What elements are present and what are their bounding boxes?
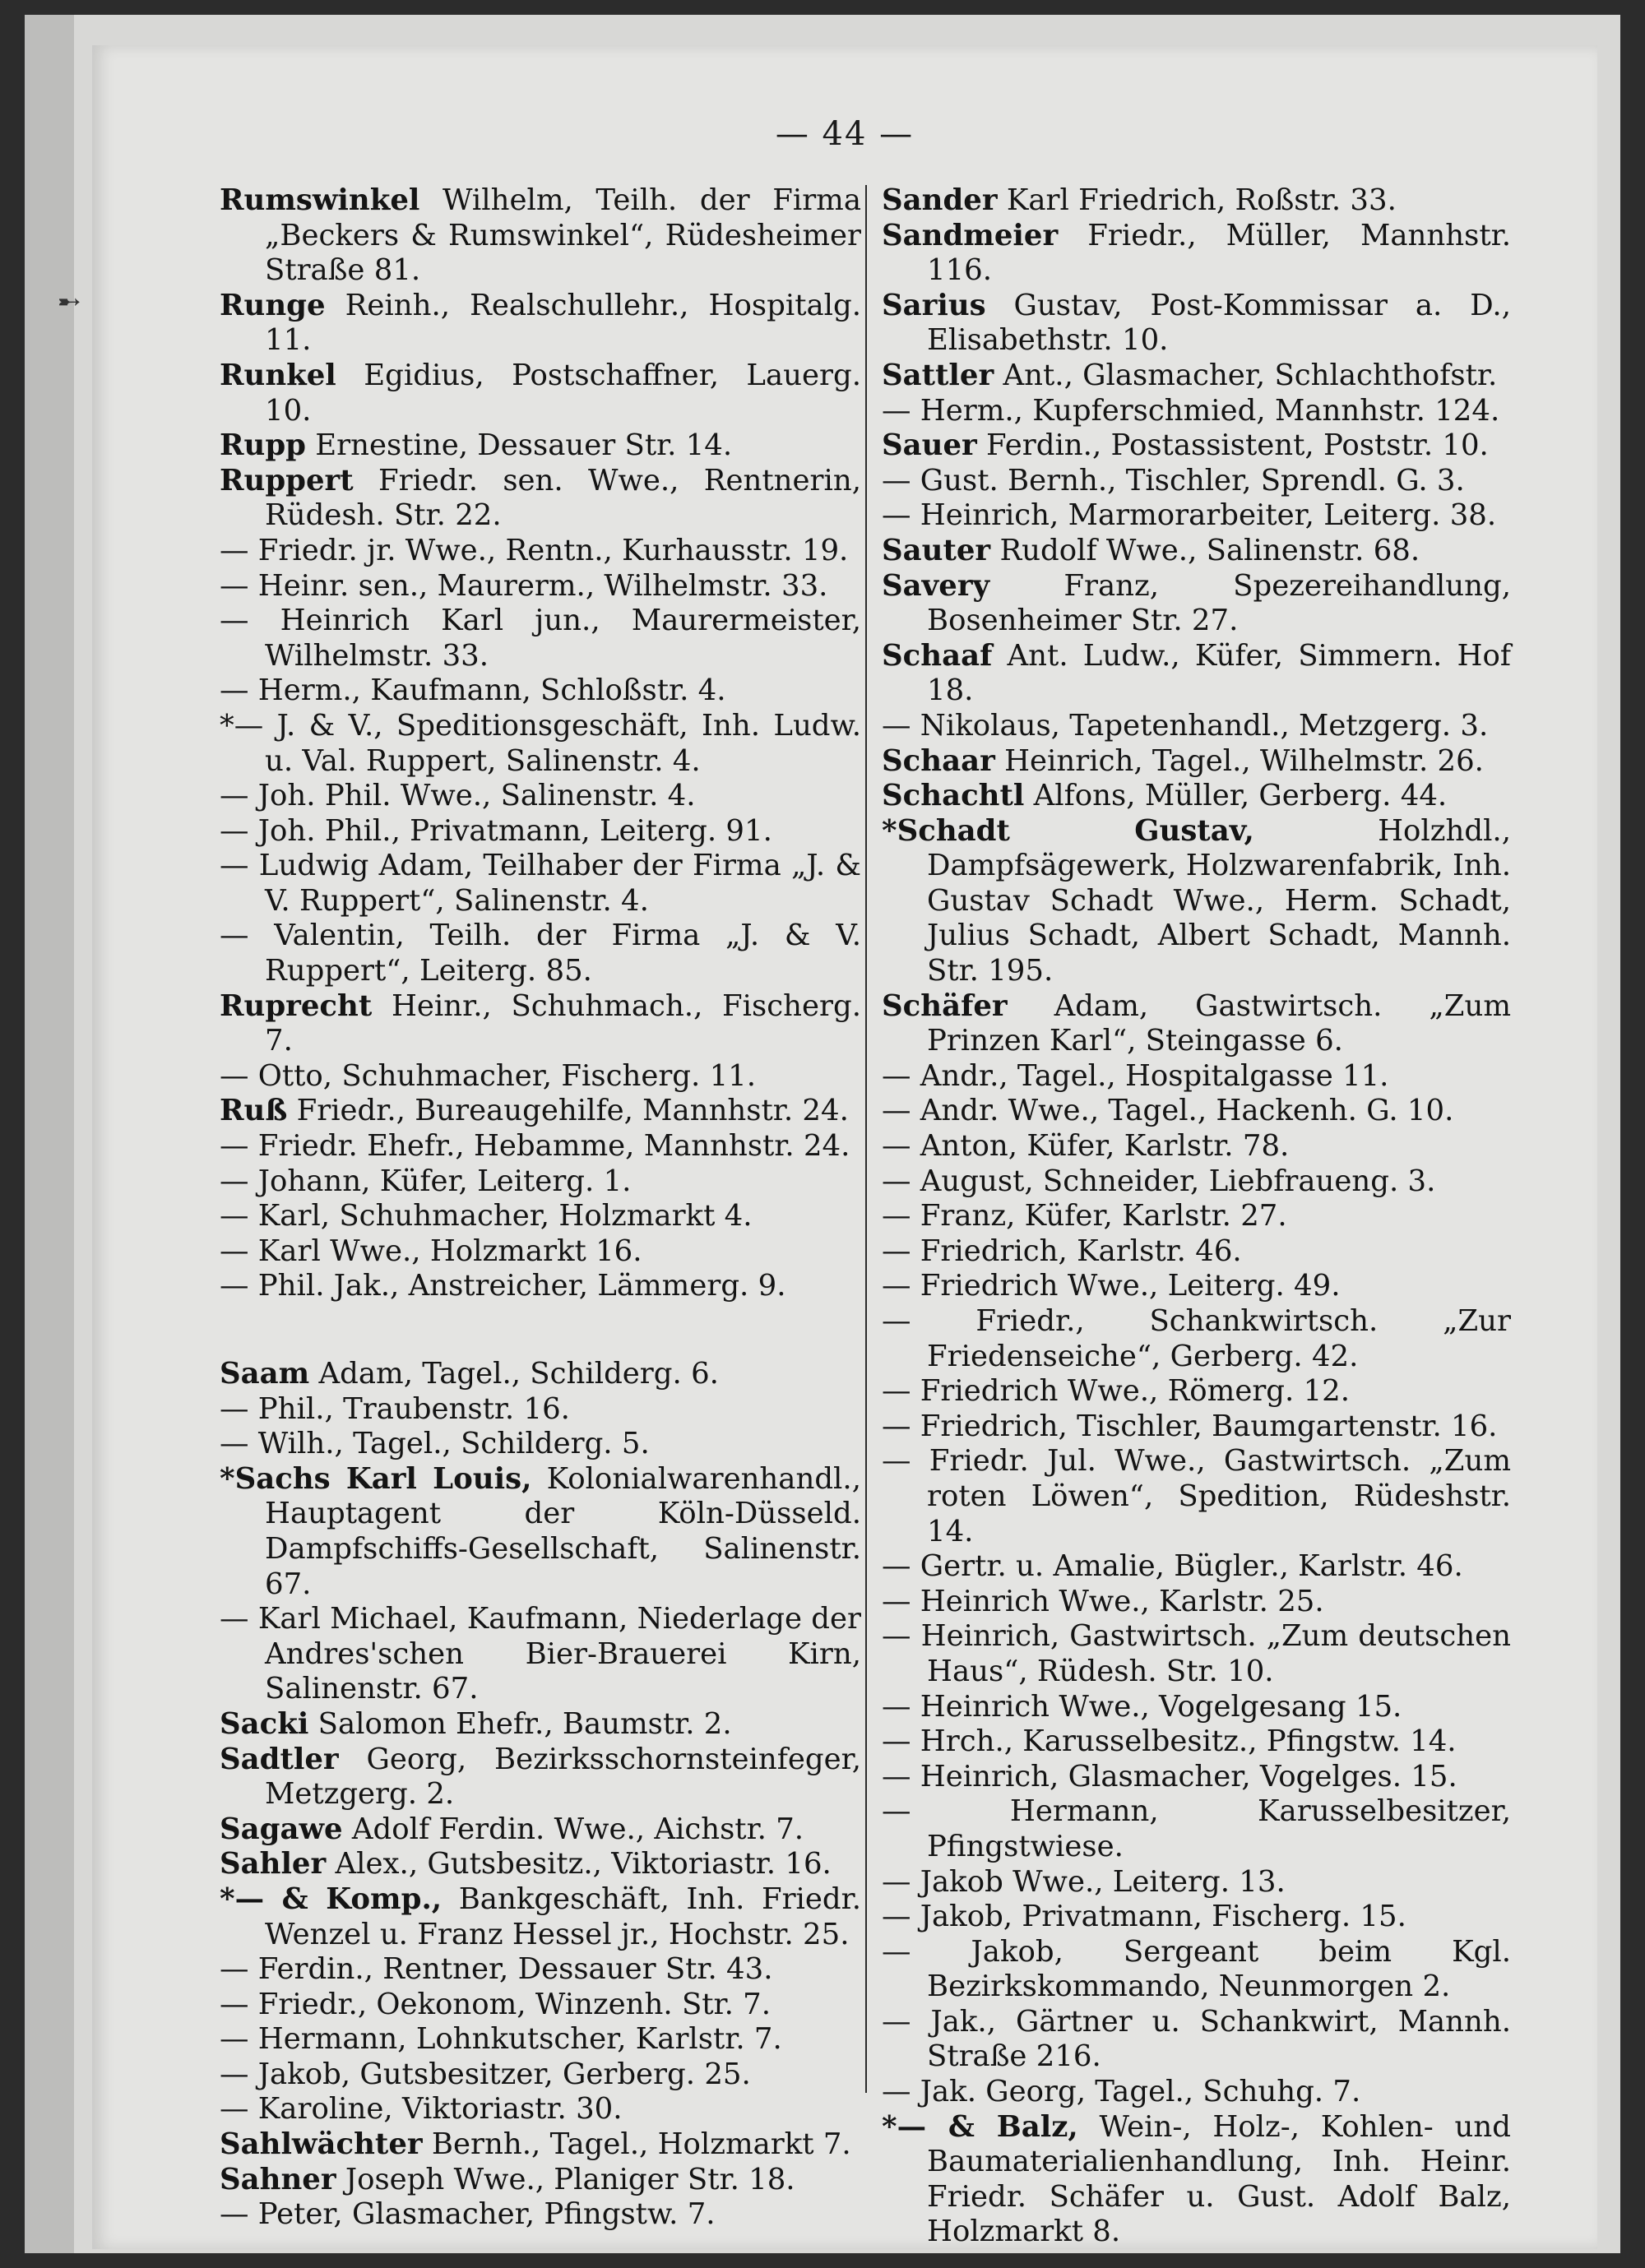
directory-entry bbox=[882, 1094, 1511, 1129]
entry-details: Gustav, Post-Kommissar a. D., Elisabethstr. 10. bbox=[927, 288, 1511, 358]
entry-surname: *— & Balz, bbox=[882, 2109, 1078, 2144]
entry-details: — Herm., Kupferschmied, Mannhstr. 124. bbox=[882, 393, 1500, 428]
directory-entry bbox=[220, 183, 861, 289]
entry-surname: Sandmeier bbox=[882, 218, 1059, 252]
entry-details: — Heinr. sen., Maurerm., Wilhelmstr. 33. bbox=[220, 568, 828, 603]
entry-details: — Friedr. jr. Wwe., Rentn., Kurhausstr. 19. bbox=[220, 533, 849, 567]
entry-details: — Wilh., Tagel., Schilderg. 5. bbox=[220, 1427, 650, 1461]
entry-details: Bankgeschäft, Inh. Friedr. Wenzel u. Franz Hessel jr., Hochstr. 25. bbox=[265, 1882, 861, 1951]
entry-surname: Sahner bbox=[220, 2162, 336, 2196]
entry-details: — Jakob, Gutsbesitzer, Gerberg. 25. bbox=[220, 2057, 751, 2091]
entry-details: — Andr. Wwe., Tagel., Hackenh. G. 10. bbox=[882, 1094, 1454, 1128]
entry-details: *— J. & V., Speditionsgeschäft, Inh. Ludw. u. Val. Ruppert, Salinenstr. 4. bbox=[220, 708, 861, 778]
entry-details: Adolf Ferdin. Wwe., Aichstr. 7. bbox=[351, 1812, 804, 1846]
directory-entry bbox=[220, 359, 861, 428]
directory-entry bbox=[882, 1760, 1511, 1795]
directory-entry bbox=[220, 428, 861, 464]
entry-details: — Friedr. Ehefr., Hebamme, Mannhstr. 24. bbox=[220, 1129, 850, 1164]
directory-entry bbox=[882, 498, 1511, 534]
entry-surname: Sahler bbox=[220, 1847, 327, 1882]
entry-details: — Friedr. Jul. Wwe., Gastwirtsch. „Zum roten Löwen“, Spedition, Rüdeshstr. 14. bbox=[882, 1444, 1511, 1548]
entry-details: — Herm., Kaufmann, Schloßstr. 4. bbox=[220, 673, 726, 708]
entry-details: Adam, Gastwirtsch. „Zum Prinzen Karl“, Steingasse 6. bbox=[927, 988, 1511, 1058]
directory-entry bbox=[882, 428, 1511, 464]
entry-details: Heinrich, Tagel., Wilhelmstr. 26. bbox=[1004, 743, 1484, 778]
entry-details: Alex., Gutsbesitz., Viktoriastr. 16. bbox=[335, 1847, 832, 1882]
directory-entry bbox=[220, 1427, 861, 1462]
entry-details: — Joh. Phil., Privatmann, Leiterg. 91. bbox=[220, 813, 772, 848]
directory-entry bbox=[882, 1935, 1511, 2005]
directory-entry bbox=[220, 1462, 861, 1602]
directory-entry bbox=[220, 2057, 861, 2093]
directory-entry bbox=[882, 1304, 1511, 1374]
directory-entry bbox=[882, 1865, 1511, 1900]
directory-entry bbox=[882, 1374, 1511, 1409]
directory-entry bbox=[882, 1900, 1511, 1935]
entry-surname: Ruprecht bbox=[220, 988, 373, 1023]
directory-entry bbox=[220, 1199, 861, 1234]
entry-surname: Rumswinkel bbox=[220, 183, 420, 217]
entry-details: — Heinrich Wwe., Karlstr. 25. bbox=[882, 1584, 1324, 1618]
directory-entry bbox=[882, 639, 1511, 709]
entry-details: Friedr., Müller, Mannhstr. 116. bbox=[927, 218, 1511, 288]
entry-details: — Friedrich, Tischler, Baumgartenstr. 16. bbox=[882, 1409, 1498, 1443]
directory-entry bbox=[882, 534, 1511, 569]
entry-details: — Andr., Tagel., Hospitalgasse 11. bbox=[882, 1058, 1389, 1093]
entry-surname: Ruppert bbox=[220, 463, 354, 498]
entry-surname: Schaar bbox=[882, 743, 995, 778]
directory-entry bbox=[882, 1585, 1511, 1620]
entry-surname: Savery bbox=[882, 568, 990, 603]
directory-entry bbox=[882, 569, 1511, 639]
directory-entry bbox=[220, 2127, 861, 2163]
entry-details: — Peter, Glasmacher, Pfingstw. 7. bbox=[220, 2197, 716, 2232]
entry-surname: Sahlwächter bbox=[220, 2127, 423, 2162]
directory-entry bbox=[882, 1619, 1511, 1689]
entry-details: — Heinrich, Glasmacher, Vogelges. 15. bbox=[882, 1759, 1457, 1794]
directory-entry bbox=[882, 779, 1511, 814]
entry-details: Heinr., Schuhmach., Fischerg. 7. bbox=[265, 988, 861, 1058]
entry-details: — Jak., Gärtner u. Schankwirt, Mannh. Straße 216. bbox=[882, 2004, 1511, 2074]
entry-details: — Anton, Küfer, Karlstr. 78. bbox=[882, 1129, 1290, 1164]
entry-details: Wein-, Holz-, Kohlen- und Baumaterialienhandlung, Inh. Heinr. Friedr. Schäfer u. Gust. Adolf Balz, Holzmarkt 8. bbox=[927, 2109, 1511, 2249]
directory-entry bbox=[882, 289, 1511, 359]
directory-entry bbox=[882, 1129, 1511, 1164]
entry-details: — Heinrich, Gastwirtsch. „Zum deutschen Haus“, Rüdesh. Str. 10. bbox=[882, 1619, 1511, 1688]
directory-entry bbox=[220, 604, 861, 673]
entry-details: — Heinrich Wwe., Vogelgesang 15. bbox=[882, 1689, 1402, 1724]
directory-entry bbox=[882, 2005, 1511, 2075]
entry-details: — Karoline, Viktoriastr. 30. bbox=[220, 2092, 623, 2127]
entry-details: — Hrch., Karusselbesitz., Pfingstw. 14. bbox=[882, 1724, 1457, 1759]
entry-details: Wilhelm, Teilh. der Firma „Beckers & Rumswinkel“, Rüdesheimer Straße 81. bbox=[265, 183, 861, 288]
entry-surname: Saam bbox=[220, 1357, 310, 1391]
entry-surname: Sagawe bbox=[220, 1812, 343, 1846]
entry-surname: Schäfer bbox=[882, 988, 1008, 1023]
directory-entry bbox=[220, 2022, 861, 2057]
directory-entry bbox=[220, 1882, 861, 1952]
directory-entry bbox=[220, 1094, 861, 1129]
entry-surname: Runkel bbox=[220, 358, 336, 392]
directory-entry bbox=[220, 1952, 861, 1988]
directory-entry bbox=[220, 1707, 861, 1743]
entry-details: Egidius, Postschaffner, Lauerg. 10. bbox=[265, 358, 861, 428]
directory-entry bbox=[220, 464, 861, 534]
entry-details: Kolonialwarenhandl., Hauptagent der Köln-Düsseld. Dampfschiffs-Gesellschaft, Salinenstr. 67. bbox=[265, 1461, 861, 1601]
entry-details: — Gust. Bernh., Tischler, Sprendl. G. 3. bbox=[882, 463, 1465, 498]
pointer-mark-icon: ➸ bbox=[58, 285, 81, 318]
directory-entry bbox=[220, 289, 861, 359]
entry-details: — Ferdin., Rentner, Dessauer Str. 43. bbox=[220, 1952, 773, 1987]
entry-surname: Runge bbox=[220, 288, 326, 322]
directory-entry bbox=[882, 394, 1511, 429]
directory-entry bbox=[882, 1199, 1511, 1234]
entry-details: — Johann, Küfer, Leiterg. 1. bbox=[220, 1164, 632, 1198]
entry-surname: *Schadt Gustav, bbox=[882, 813, 1254, 848]
entry-details: Joseph Wwe., Planiger Str. 18. bbox=[345, 2162, 795, 2196]
directory-entry bbox=[882, 1164, 1511, 1200]
directory-entry bbox=[220, 849, 861, 919]
directory-entry bbox=[882, 989, 1511, 1059]
entry-details: — Franz, Küfer, Karlstr. 27. bbox=[882, 1199, 1287, 1234]
directory-entry bbox=[220, 2092, 861, 2127]
entry-details: — Jak. Georg, Tagel., Schuhg. 7. bbox=[882, 2075, 1361, 2109]
entry-surname: Sattler bbox=[882, 358, 994, 392]
entry-details: — Friedr., Schankwirtsch. „Zur Friedenseiche“, Gerberg. 42. bbox=[882, 1304, 1511, 1373]
entry-details: Ferdin., Postassistent, Poststr. 10. bbox=[986, 428, 1489, 463]
directory-entry bbox=[882, 1690, 1511, 1725]
directory-entry bbox=[882, 1724, 1511, 1760]
entry-surname: Sauer bbox=[882, 428, 977, 463]
entry-details: — Valentin, Teilh. der Firma „J. & V. Ruppert“, Leiterg. 85. bbox=[220, 919, 861, 988]
entry-details: — Phil., Traubenstr. 16. bbox=[220, 1391, 570, 1426]
entry-details: Friedr., Bureaugehilfe, Mannhstr. 24. bbox=[296, 1094, 849, 1128]
directory-entry bbox=[220, 1847, 861, 1882]
entry-details: — Karl Wwe., Holzmarkt 16. bbox=[220, 1234, 642, 1268]
entry-details: Holzhdl., Dampfsägewerk, Holzwarenfabrik, Inh. Gustav Schadt Wwe., Herm. Schadt, Julius Schadt, Albert Schadt, Mannh. Str. 195. bbox=[927, 813, 1511, 988]
directory-entry bbox=[882, 1234, 1511, 1270]
entry-surname: Sauter bbox=[882, 533, 991, 567]
entry-details: — Heinrich Karl jun., Maurermeister, Wilhelmstr. 33. bbox=[220, 604, 861, 673]
entry-details: Ant. Ludw., Küfer, Simmern. Hof 18. bbox=[927, 638, 1511, 708]
entry-details: — Jakob, Privatmann, Fischerg. 15. bbox=[882, 1900, 1406, 1934]
entry-details: Franz, Spezereihandlung, Bosenheimer Str. 27. bbox=[927, 568, 1511, 638]
directory-entry bbox=[220, 1602, 861, 1707]
directory-entry bbox=[220, 1357, 861, 1392]
entry-surname: Sarius bbox=[882, 288, 986, 322]
directory-entry bbox=[882, 183, 1511, 219]
entry-details: — Nikolaus, Tapetenhandl., Metzgerg. 3. bbox=[882, 708, 1489, 743]
directory-entry bbox=[220, 1269, 861, 1304]
entry-details: Bernh., Tagel., Holzmarkt 7. bbox=[431, 2127, 851, 2162]
directory-entry bbox=[882, 2075, 1511, 2110]
directory-entry bbox=[220, 534, 861, 569]
entry-surname: Schachtl bbox=[882, 779, 1025, 813]
entry-surname: Schaaf bbox=[882, 638, 993, 673]
page bbox=[92, 45, 1597, 2249]
directory-entry bbox=[220, 2197, 861, 2233]
entry-details: Reinh., Realschullehr., Hospitalg. 11. bbox=[265, 288, 861, 358]
directory-entry bbox=[882, 709, 1511, 744]
directory-entry bbox=[220, 814, 861, 849]
directory-entry bbox=[882, 1794, 1511, 1864]
entry-details: — Friedr., Oekonom, Winzenh. Str. 7. bbox=[220, 1987, 772, 2021]
entry-surname: *— & Komp., bbox=[220, 1882, 443, 1916]
entry-details: Alfons, Müller, Gerberg. 44. bbox=[1033, 779, 1448, 813]
entry-details: — Karl Michael, Kaufmann, Niederlage der Andres'schen Bier-Brauerei Kirn, Salinenstr. 67. bbox=[220, 1602, 861, 1706]
directory-entry bbox=[220, 1164, 861, 1200]
entry-details: — Hermann, Karusselbesitzer, Pfingstwiese. bbox=[882, 1794, 1511, 1863]
entry-details: — Phil. Jak., Anstreicher, Lämmerg. 9. bbox=[220, 1269, 786, 1303]
directory-entry bbox=[220, 673, 861, 709]
entry-details: — Gertr. u. Amalie, Bügler., Karlstr. 46. bbox=[882, 1549, 1463, 1584]
entry-details: — Hermann, Lohnkutscher, Karlstr. 7. bbox=[220, 2022, 782, 2057]
entry-surname: Ruß bbox=[220, 1094, 288, 1128]
entry-surname: Sadtler bbox=[220, 1742, 339, 1776]
column-divider bbox=[865, 185, 867, 2093]
entry-details: — Otto, Schuhmacher, Fischerg. 11. bbox=[220, 1058, 757, 1093]
entry-details: — Friedrich Wwe., Römerg. 12. bbox=[882, 1374, 1351, 1409]
directory-entry bbox=[220, 1812, 861, 1848]
entry-details: Ernestine, Dessauer Str. 14. bbox=[315, 428, 733, 463]
entry-details: — August, Schneider, Liebfraueng. 3. bbox=[882, 1164, 1436, 1198]
directory-entry bbox=[882, 1269, 1511, 1304]
entry-details: Karl Friedrich, Roßstr. 33. bbox=[1006, 183, 1397, 217]
directory-entry bbox=[882, 744, 1511, 780]
directory-entry bbox=[882, 359, 1511, 394]
directory-entry bbox=[882, 1549, 1511, 1585]
directory-entry bbox=[882, 814, 1511, 989]
directory-entry bbox=[220, 709, 861, 779]
entry-details: — Jakob Wwe., Leiterg. 13. bbox=[882, 1864, 1286, 1899]
entry-details: — Jakob, Sergeant beim Kgl. Bezirkskommando, Neunmorgen 2. bbox=[882, 1934, 1511, 2004]
entry-surname: Sacki bbox=[220, 1706, 309, 1741]
entry-details: — Friedrich Wwe., Leiterg. 49. bbox=[882, 1269, 1341, 1303]
directory-entry bbox=[220, 569, 861, 604]
right-column bbox=[882, 183, 1511, 2250]
page-number: — 44 — bbox=[775, 115, 915, 153]
entry-surname: Rupp bbox=[220, 428, 306, 463]
entry-details: — Heinrich, Marmorarbeiter, Leiterg. 38. bbox=[882, 498, 1497, 533]
directory-entry bbox=[882, 464, 1511, 499]
directory-entry bbox=[220, 1392, 861, 1428]
directory-entry bbox=[220, 1234, 861, 1270]
entry-surname: Sander bbox=[882, 183, 998, 217]
directory-entry bbox=[220, 919, 861, 988]
directory-entry bbox=[220, 1743, 861, 1812]
entry-details: — Ludwig Adam, Teilhaber der Firma „J. & V. Ruppert“, Salinenstr. 4. bbox=[220, 849, 861, 918]
entry-surname: *Sachs Karl Louis, bbox=[220, 1461, 532, 1496]
entry-details: Adam, Tagel., Schilderg. 6. bbox=[318, 1357, 719, 1391]
directory-entry bbox=[882, 1059, 1511, 1095]
entry-details: Ant., Glasmacher, Schlachthofstr. bbox=[1003, 358, 1498, 392]
directory-entry bbox=[220, 2163, 861, 2198]
directory-entry bbox=[882, 1409, 1511, 1445]
directory-entry bbox=[220, 779, 861, 814]
entry-details: Salomon Ehefr., Baumstr. 2. bbox=[317, 1706, 732, 1741]
entry-details: — Friedrich, Karlstr. 46. bbox=[882, 1234, 1242, 1268]
directory-entry bbox=[220, 1059, 861, 1095]
entry-details: — Joh. Phil. Wwe., Salinenstr. 4. bbox=[220, 779, 696, 813]
left-column bbox=[220, 183, 861, 2233]
entry-details: Georg, Bezirksschornsteinfeger, Metzgerg. 2. bbox=[265, 1742, 861, 1812]
entry-details: Rudolf Wwe., Salinenstr. 68. bbox=[999, 533, 1420, 567]
directory-entry bbox=[220, 989, 861, 1059]
entry-details: Friedr. sen. Wwe., Rentnerin, Rüdesh. Str. 22. bbox=[265, 463, 861, 533]
directory-entry bbox=[882, 219, 1511, 289]
entry-details: — Karl, Schuhmacher, Holzmarkt 4. bbox=[220, 1199, 753, 1234]
directory-entry bbox=[882, 2110, 1511, 2250]
directory-entry bbox=[882, 1444, 1511, 1549]
directory-entry bbox=[220, 1129, 861, 1164]
directory-entry bbox=[220, 1988, 861, 2023]
